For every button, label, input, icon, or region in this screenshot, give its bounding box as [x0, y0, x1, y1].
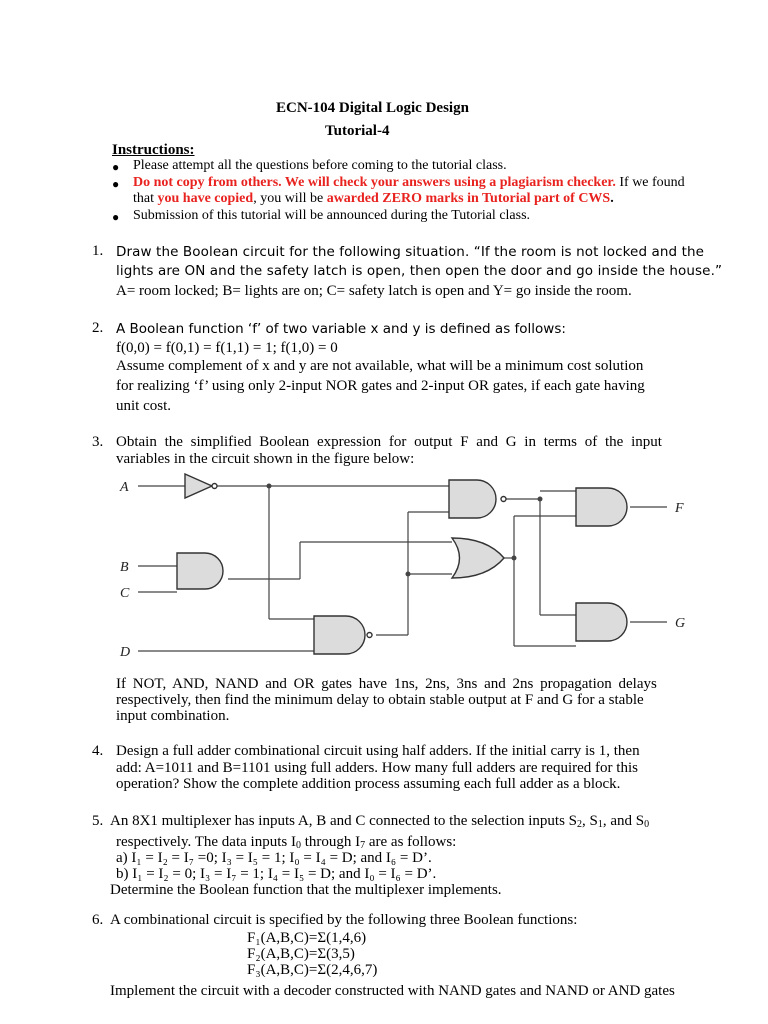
plagiarism-warning: Do not copy from others. We will check your answers using a plagiarism checker. [133, 175, 616, 190]
q5-sub: 0 [295, 840, 301, 851]
q5-text: An 8X1 multiplexer has inputs A, B and C connected to the selection inputs S [110, 813, 578, 829]
or-gate [452, 538, 504, 578]
instruction-text: , you will be [253, 191, 327, 206]
q5-line [110, 813, 649, 830]
instruction-text: . [610, 191, 614, 206]
q1-line: Draw the Boolean circuit for the following situation. “If the room is not locked and the [116, 244, 705, 260]
question-number: 5. [92, 813, 104, 829]
q5-sub: 1 [597, 819, 603, 830]
instruction-text: If we found [615, 175, 685, 190]
q6-function-f1: F₁(A,B,C)=Σ(1,4,6) [247, 930, 367, 946]
instruction-item-2-cont [133, 191, 614, 207]
q1-line: lights are ON and the safety latch is open, then open the door and go inside the house.” [116, 263, 723, 279]
and-gate-f [576, 488, 627, 526]
not-gate-bubble [212, 484, 217, 489]
q6-function-f2: F₂(A,B,C)=Σ(3,5) [247, 946, 355, 962]
junction-dot [538, 497, 543, 502]
q1-line: A= room locked; B= lights are on; C= safety latch is open and Y= go inside the room. [116, 283, 632, 299]
q4-line: operation? Show the complete addition process assuming each full adder as a block. [116, 776, 621, 792]
junction-dot [406, 572, 411, 577]
q4-line: add: A=1011 and B=1101 using full adders. How many full adders are required for this [116, 760, 638, 776]
output-label-f: F [675, 501, 684, 516]
q3-line: variables in the circuit shown in the figure below: [116, 451, 415, 467]
q5-text: , S [582, 813, 598, 829]
q6-function-f3: F₃(A,B,C)=Σ(2,4,6,7) [247, 962, 378, 978]
instructions-heading: Instructions: [112, 142, 195, 158]
input-label-b: B [120, 560, 129, 575]
q2-line: A Boolean function ‘f’ of two variable x and y is defined as follows: [116, 321, 566, 337]
nand-gate-ad [314, 616, 365, 654]
instruction-item-1: Please attempt all the questions before coming to the tutorial class. [133, 158, 507, 173]
instruction-item-3: Submission of this tutorial will be announced during the Tutorial class. [133, 208, 531, 223]
instruction-item-2 [133, 175, 685, 191]
q3-after-line: input combination. [116, 708, 230, 724]
question-number: 2. [92, 320, 104, 336]
q6-line: A combinational circuit is specified by the following three Boolean functions: [110, 912, 578, 928]
course-title: ECN-104 Digital Logic Design [276, 100, 469, 116]
nand-gate-top-bubble [501, 497, 506, 502]
q5-line: Determine the Boolean function that the multiplexer implements. [110, 882, 502, 898]
instruction-text: that [133, 191, 158, 206]
and-gate-bc [177, 553, 223, 589]
tutorial-title: Tutorial-4 [325, 123, 390, 139]
q5-text: respectively. The data inputs I [116, 834, 296, 850]
bullet-icon: ● [112, 177, 120, 191]
bullet-icon: ● [112, 210, 120, 224]
question-number: 4. [92, 743, 104, 759]
nand-gate-ad-bubble [367, 633, 372, 638]
q5-text: are as follows: [365, 834, 457, 850]
input-label-d: D [120, 645, 131, 660]
q6-line: Implement the circuit with a decoder constructed with NAND gates and NAND or AND gates [110, 983, 675, 999]
question-number: 1. [92, 243, 104, 259]
q5-text: , and S [602, 813, 645, 829]
q3-after-line: If NOT, AND, NAND and OR gates have 1ns, 2ns, 3ns and 2ns propagation delays [116, 676, 657, 692]
copied-warning: you have copied [157, 191, 254, 206]
zero-marks-warning: awarded ZERO marks in Tutorial part of CWS [326, 191, 611, 206]
q5-sub: 7 [360, 840, 366, 851]
nand-gate-top [449, 480, 496, 518]
not-gate [185, 474, 212, 498]
q3-after-line: respectively, then find the minimum delay to obtain stable output at F and G for a stable [116, 692, 644, 708]
q2-line: Assume complement of x and y are not available, what will be a minimum cost solution [116, 358, 644, 374]
q2-line: for realizing ‘f’ using only 2-input NOR gates and 2-input OR gates, if each gate having [116, 378, 645, 394]
junction-dot [512, 556, 517, 561]
question-number: 6. [92, 912, 104, 928]
q5-part-a: a) I₁ = I₂ = I₇ =0; I₃ = I₅ = 1; I₀ = I₄ = D; and I₆ = D’. [116, 850, 432, 866]
logic-circuit-diagram [112, 468, 697, 663]
q4-line: Design a full adder combinational circuit using half adders. If the initial carry is 1, then [116, 743, 640, 759]
q5-sub: 2 [577, 819, 583, 830]
question-number: 3. [92, 434, 104, 450]
q5-text: through I [300, 834, 361, 850]
junction-dot [267, 484, 272, 489]
q5-part-b: b) I₁ = I₂ = 0; I₃ = I₇ = 1; I₄ = I₅ = D; and I₀ = I₆ = D’. [116, 866, 437, 882]
bullet-icon: ● [112, 160, 120, 174]
q2-line: unit cost. [116, 398, 171, 414]
q5-line [116, 834, 456, 851]
q2-line: f(0,0) = f(0,1) = f(1,1) = 1; f(1,0) = 0 [116, 340, 338, 356]
output-label-g: G [675, 616, 686, 631]
input-label-a: A [120, 480, 129, 495]
input-label-c: C [120, 586, 130, 601]
q5-sub: 0 [644, 819, 650, 830]
q3-line: Obtain the simplified Boolean expression for output F and G in terms of the input [116, 434, 662, 450]
and-gate-g [576, 603, 627, 641]
